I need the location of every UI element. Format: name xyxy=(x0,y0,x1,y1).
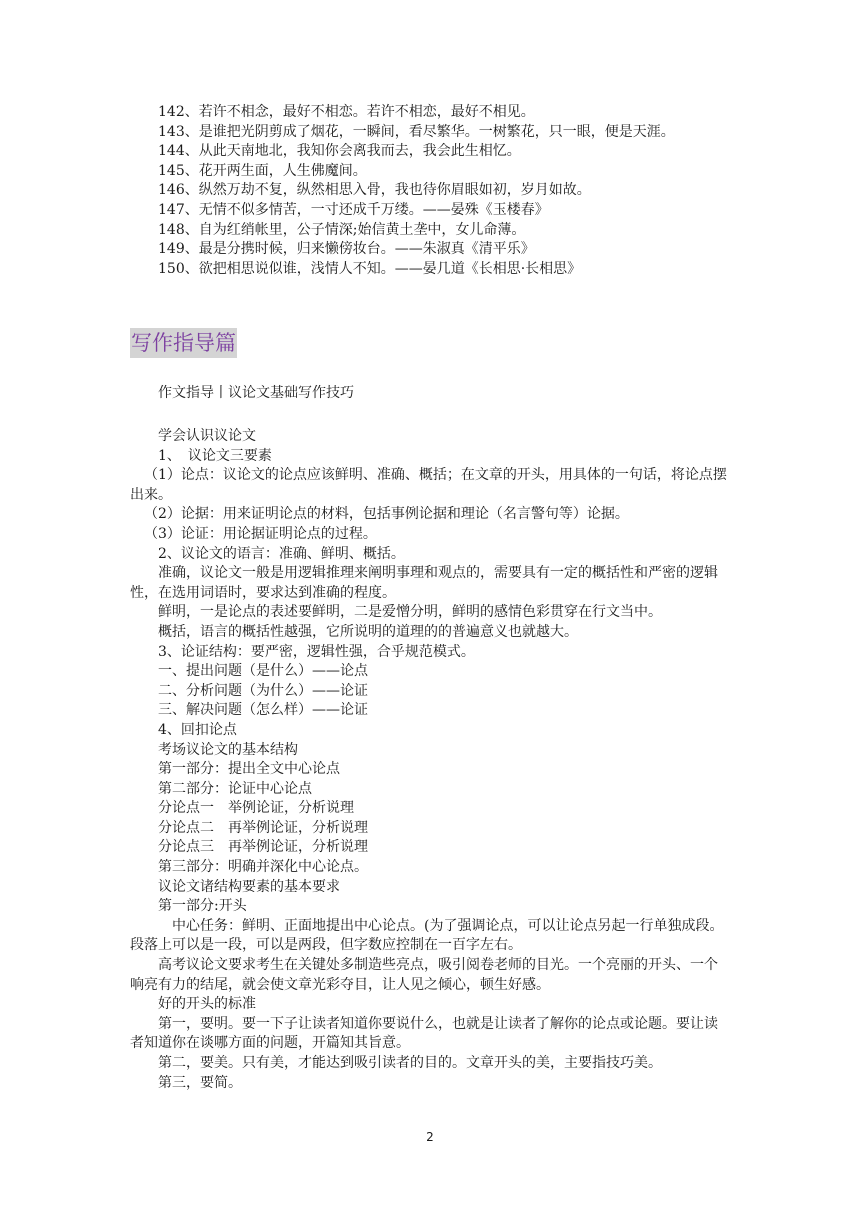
quote-line: 148、自为红绡帐里，公子情深;始信黄土垄中，女儿命薄。 xyxy=(158,221,526,238)
body-line: 好的开头的标准 xyxy=(158,996,256,1013)
quote-line: 146、纵然万劫不复，纵然相思入骨，我也待你眉眼如初，岁月如故。 xyxy=(158,182,591,199)
article-body xyxy=(130,427,730,1093)
body-line: 第一部分:开头 xyxy=(158,898,247,915)
body-paragraph: （1）论点：议论文的论点应该鲜明、准确、概括；在文章的开头，用具体的一句话，将论点摆出来。 xyxy=(130,467,727,503)
body-paragraph: 准确，议论文一般是用逻辑推理来阐明事理和观点的，需要具有一定的概括性和严密的逻辑性，在选用词语时，要求达到准确的程度。 xyxy=(130,565,718,601)
quote-line: 145、花开两生面，人生佛魔间。 xyxy=(158,162,367,179)
body-line: 2、议论文的语言：准确、鲜明、概括。 xyxy=(158,545,405,562)
body-line: 4、回扣论点 xyxy=(158,721,237,738)
body-line: 鲜明，一是论点的表述要鲜明，二是爱憎分明，鲜明的感情色彩贯穿在行文当中。 xyxy=(158,604,662,621)
quote-line: 144、从此天南地北，我知你会离我而去，我会此生相忆。 xyxy=(158,143,521,160)
body-line: 第二，要美。只有美，才能达到吸引读者的目的。文章开头的美，主要指技巧美。 xyxy=(158,1055,662,1071)
body-line: 第二部分：论证中心论点 xyxy=(158,780,312,797)
body-line: 1、 议论文三要素 xyxy=(158,447,272,464)
body-line: 概括，语言的概括性越强，它所说明的道理的的普遍意义也就越大。 xyxy=(158,623,578,640)
body-line: 3、论证结构：要严密，逻辑性强，合乎规范模式。 xyxy=(158,643,475,660)
body-line: （3）论证：用论据证明论点的过程。 xyxy=(144,525,377,542)
body-line: 第三部分：明确并深化中心论点。 xyxy=(158,859,368,876)
body-line: 一、提出问题（是什么）——论点 xyxy=(158,663,368,680)
body-line: 考场议论文的基本结构 xyxy=(158,741,298,758)
quote-line: 147、无情不似多情苦，一寸还成千万缕。——晏殊《玉楼春》 xyxy=(158,201,549,218)
body-paragraph: 高考议论文要求考生在关键处多制造些亮点，吸引阅卷老师的目光。一个亮丽的开头、一个响亮有力的结尾，就会使文章光彩夺目，让人见之倾心，顿生好感。 xyxy=(130,957,718,993)
body-line: 分论点一 举例论证，分析说理 xyxy=(158,800,354,817)
body-line: 议论文诸结构要素的基本要求 xyxy=(158,878,340,895)
body-line: 学会认识议论文 xyxy=(158,428,256,444)
body-line: 第三，要简。 xyxy=(158,1074,242,1091)
body-line: 第一部分：提出全文中心论点 xyxy=(158,761,340,778)
body-line: （2）论据：用来证明论点的材料，包括事例论据和理论（名言警句等）论据。 xyxy=(144,506,629,523)
body-line: 二、分析问题（为什么）——论证 xyxy=(158,682,368,699)
article-title: 作文指导丨议论文基础写作技巧 xyxy=(158,385,354,401)
quote-line: 143、是谁把光阴剪成了烟花，一瞬间，看尽繁华。一树繁花，只一眼，便是天涯。 xyxy=(158,123,675,140)
body-line: 分论点三 再举例论证，分析说理 xyxy=(158,839,368,856)
body-paragraph: 中心任务：鲜明、正面地提出中心论点。(为了强调论点，可以让论点另起一行单独成段。段落上可以是一段，可以是两段，但字数应控制在一百字左右。 xyxy=(130,917,724,954)
quote-line: 149、最是分携时候，归来懒傍妆台。——朱淑真《清平乐》 xyxy=(158,241,535,258)
body-line: 三、解决问题（怎么样）——论证 xyxy=(158,702,368,719)
body-paragraph: 第一，要明。要一下子让读者知道你要说什么，也就是让读者了解你的论点或论题。要让读者知道你在谈哪方面的问题，开篇知其旨意。 xyxy=(130,1015,718,1052)
quote-line: 150、欲把相思说似谁，浅情人不知。——晏几道《长相思·长相思》 xyxy=(158,260,582,277)
section-title: 写作指导篇 xyxy=(130,328,237,358)
page-number: 2 xyxy=(426,1130,434,1144)
quote-list xyxy=(130,103,730,279)
quote-line: 142、若许不相念，最好不相恋。若许不相恋，最好不相见。 xyxy=(158,104,535,120)
body-line: 分论点二 再举例论证，分析说理 xyxy=(158,819,368,836)
